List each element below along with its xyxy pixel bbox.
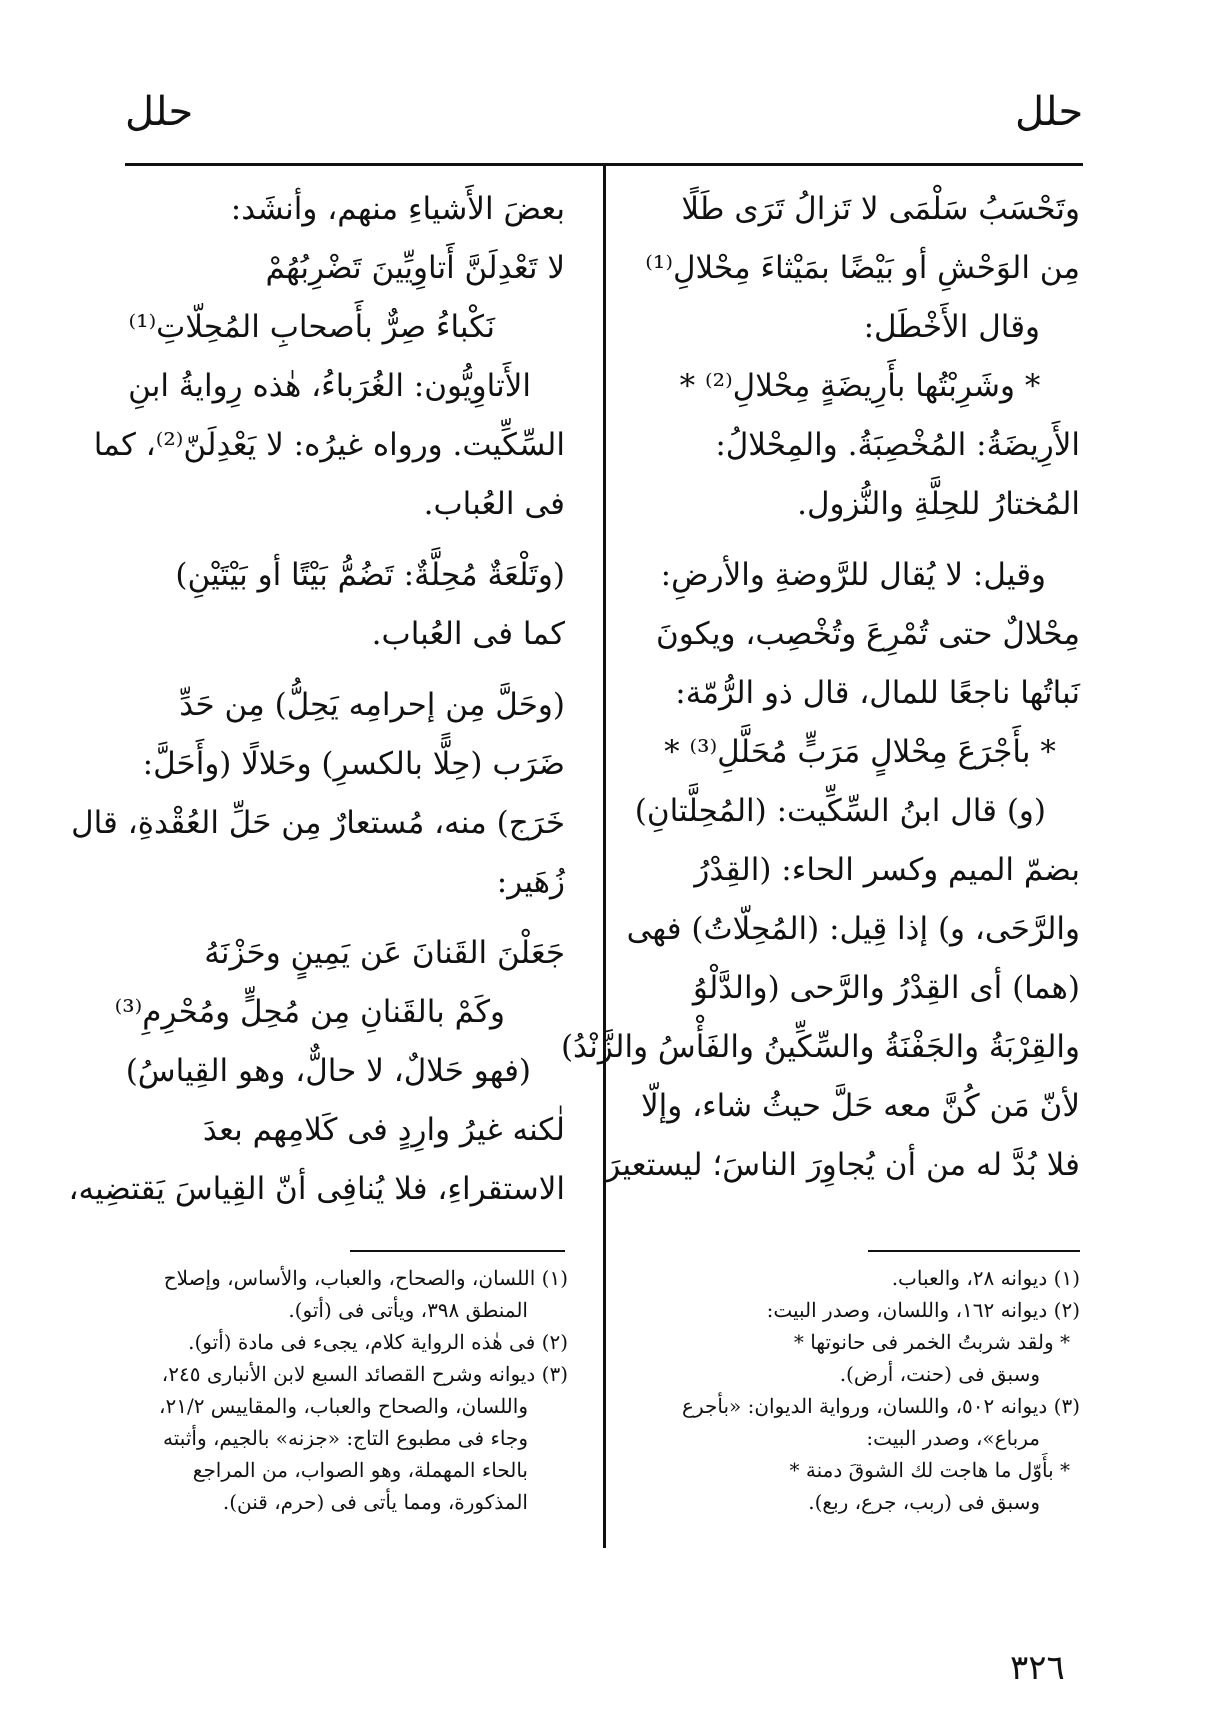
text-line: الأَتاوِيُّون: الغُرَباءُ، هٰذه رِوايةُ ابنِ	[128, 368, 531, 404]
text-line: مِحْلالٌ حتى تُمْرِعَ وتُخْصِب، ويكونَ	[656, 616, 1080, 652]
footnote-line: (١) اللسان، والصحاح، والعباب، والأساس، وإصلاح	[163, 1266, 568, 1290]
footnote-line: (٣) ديوانه ٥٠٢، واللسان، ورواية الديوان: «بأجرع	[682, 1394, 1080, 1418]
text-line: وتَحْسَبُ سَلْمَى لا تَزالُ تَرَى طَلًا	[681, 191, 1080, 227]
text-line: خَرَج) منه، مُستعارٌ مِن حَلِّ العُقْدةِ، قال	[71, 805, 565, 841]
text-line: لأنّ مَن كُنَّ معه حَلَّ حيثُ شاء، وإلّا	[640, 1088, 1080, 1124]
footnote-line: (٢) ديوانه ١٦٢، واللسان، وصدر البيت:	[766, 1298, 1080, 1322]
running-head-left: حلل	[125, 89, 194, 135]
text-line: (وحَلَّ مِن إحرامِه يَحِلُّ) مِن حَدِّ	[179, 687, 565, 723]
text-line: (وتَلْعَةٌ مُحِلَّةٌ: تَضُمُّ بَيْتًا أو بَيْتَيْنِ)	[175, 557, 565, 593]
verse-line: * بأَجْرَعَ مِحْلالٍ مَرَبٍّ مُحَلَّلِ⁽³⁾ *	[664, 734, 1056, 770]
text-line: ضَرَب (حِلًّا بالكسرِ) وحَلالًا (وأَحَلَّ:	[142, 746, 565, 782]
footnotes-left	[120, 1262, 568, 1518]
footnote-line: وجاء فى مطبوع التاج: «جزنه» بالجيم، وأثبته	[163, 1426, 528, 1450]
text-line: نَباتُها ناجعًا للمال، قال ذو الرُّمّة:	[675, 675, 1080, 711]
verse-line: * وشَرِبْتُها بأَرِيضَةٍ مِحْلالِ⁽²⁾ *	[679, 368, 1041, 404]
verse-line: نَكْباءُ صِرٌّ بأَصحابِ المُحِلّاتِ⁽¹⁾	[128, 309, 495, 345]
page-number: ٣٢٦	[1010, 1648, 1065, 1688]
column-divider	[603, 163, 606, 1548]
text-line: الأَرِيضَةُ: المُخْصِبَةُ. والمِحْلالُ:	[715, 427, 1080, 463]
footnote-line: بالحاء المهملة، وهو الصواب، من المراجع	[192, 1458, 528, 1482]
verse-line: وكَمْ بالقَنانِ مِن مُحِلٍّ ومُحْرِمِ⁽³⁾	[114, 994, 505, 1030]
footnotes-right	[640, 1262, 1080, 1518]
text-line: السِّكِّيت. ورواه غيرُه: لا يَعْدِلَنّ⁽²⁾، كما	[93, 427, 565, 463]
text-line: والقِرْبَةُ والجَفْنَةُ والسِّكِّينُ والفَأْسُ والزَّنْدُ)	[560, 1029, 1080, 1065]
footnote-line: واللسان، والصحاح والعباب، والمقاييس ٢١/٢،	[159, 1394, 528, 1418]
footnote-line: (٣) ديوانه وشرح القصائد السبع لابن الأنبارى ٢٤٥،	[161, 1362, 568, 1386]
footnote-line: مرباع»، وصدر البيت:	[866, 1426, 1040, 1450]
left-column	[68, 180, 565, 1219]
footnote-line: * ولقد شربتُ الخمر فى حانوتها *	[793, 1330, 1070, 1354]
footnote-line: وسبق فى (حنت، أرض).	[839, 1362, 1040, 1386]
footnote-line: (١) ديوانه ٢٨، والعباب.	[891, 1266, 1080, 1290]
footnote-line: (٢) فى هٰذه الرواية كلام، يجىء فى مادة (أتو).	[188, 1330, 568, 1354]
running-head-right: حلل	[1015, 89, 1084, 135]
footnote-line: المنطق ٣٩٨، ويأتى فى (أتو).	[288, 1298, 528, 1322]
text-line: لٰكنه غيرُ وارِدٍ فى كَلامِهم بعدَ	[202, 1112, 565, 1148]
text-line: (و) قال ابنُ السِّكِّيت: (المُحِلَّتانِ)	[634, 793, 1046, 829]
text-line: المُختارُ للحِلَّةِ والنُّزول.	[797, 486, 1080, 522]
text-line: وقال الأَخْطَل:	[863, 309, 1040, 345]
text-line: بضمّ الميم وكسر الحاء: (القِدْرُ	[694, 852, 1080, 888]
text-line: بعضَ الأَشياءِ منهم، وأنشَد:	[230, 191, 565, 227]
verse-line: لا تَعْدِلَنَّ أَتاوِيِّينَ تَضْرِبُهُمْ	[265, 250, 565, 286]
footnote-rule-right	[868, 1250, 1080, 1252]
right-column	[560, 180, 1080, 1195]
text-line: فى العُباب.	[423, 486, 565, 522]
footnote-line: المذكورة، ومما يأتى فى (حرم، قنن).	[222, 1490, 528, 1514]
text-line: مِن الوَحْشِ أو بَيْضًا بمَيْثاءَ مِحْلالِ⁽¹⁾	[645, 250, 1080, 286]
footnote-line: * بأَوّل ما هاجت لك الشوقَ دمنة *	[789, 1458, 1070, 1482]
footnote-rule-left	[350, 1250, 565, 1252]
verse-line: جَعَلْنَ القَنانَ عَن يَمِينٍ وحَزْنَهُ	[204, 935, 565, 971]
text-line: (فهو حَلالٌ، لا حالٌّ، وهو القِياسُ)	[125, 1053, 531, 1089]
text-line: (هما) أى القِدْرُ والرَّحى (والدَّلْوُ	[692, 970, 1080, 1006]
text-line: وقيل: لا يُقال للرَّوضةِ والأرضِ:	[660, 557, 1046, 593]
text-line: الاستقراءِ، فلا يُنافِى أنّ القِياسَ يَقتضِيه،	[68, 1171, 565, 1207]
footnote-line: وسبق فى (ربب، جرع، ربع).	[808, 1490, 1040, 1514]
text-line: زُهَير:	[496, 864, 565, 900]
text-line: كما فى العُباب.	[371, 616, 565, 652]
text-line: والرَّحَى، و) إذا قِيل: (المُحِلّاتُ) فهى	[626, 911, 1080, 947]
text-line: فلا بُدَّ له من أن يُجاوِرَ الناسَ؛ ليستعيرَ	[605, 1147, 1080, 1183]
